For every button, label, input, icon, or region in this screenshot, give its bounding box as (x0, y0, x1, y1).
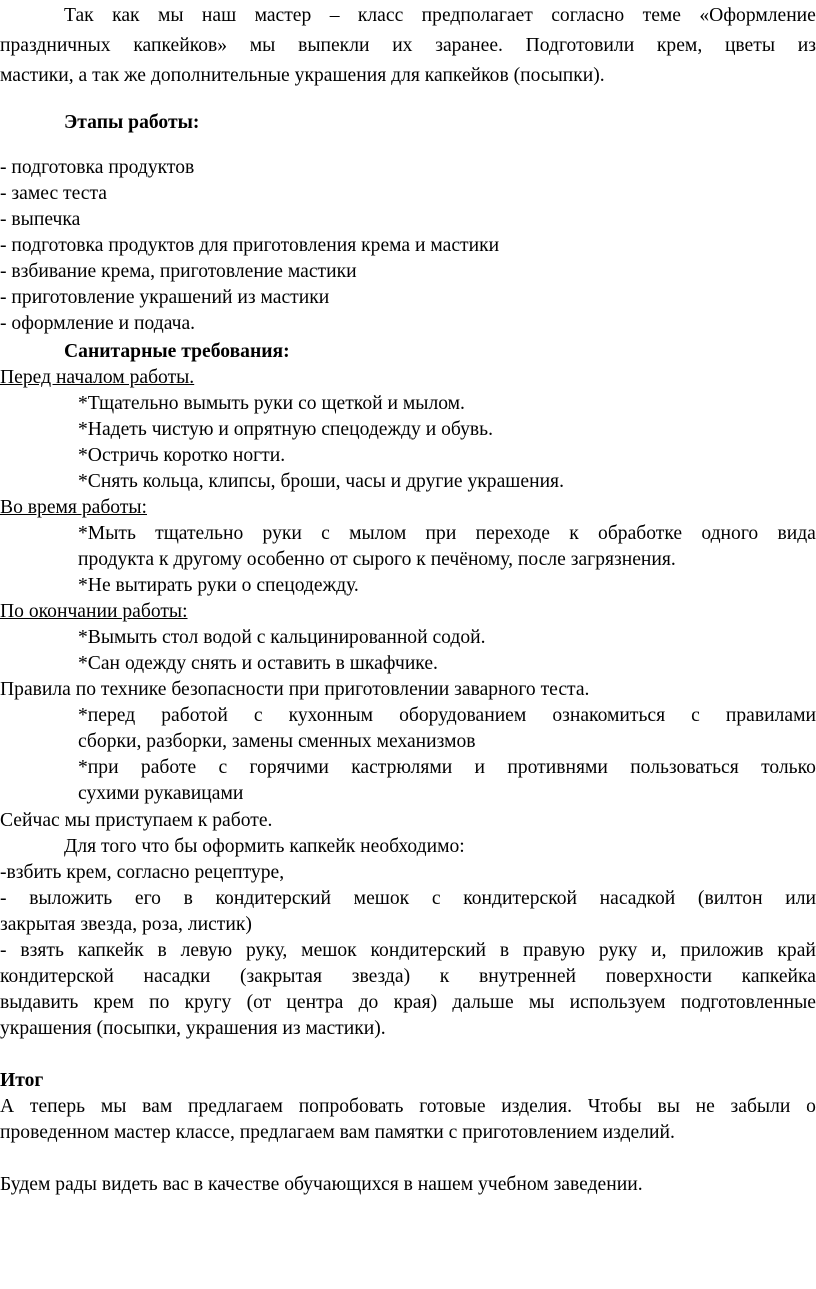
word: капкейков» (133, 35, 228, 56)
word: с (691, 705, 700, 726)
stage-item: - подготовка продуктов для приготовления крема и мастики (0, 235, 500, 256)
safety-item-2-line-2: сухими рукавицами (78, 783, 244, 804)
word: противнями (507, 757, 608, 778)
word: взять (20, 940, 64, 961)
word: наш (201, 5, 237, 26)
summary-paragraph-2: Будем рады видеть вас в качестве обучающихся в нашем учебном заведении. (0, 1174, 643, 1195)
word: с (253, 705, 263, 726)
work-step-3-line-3 (0, 990, 816, 1016)
word: край (777, 940, 816, 961)
word: до (358, 992, 379, 1013)
word: внутренней (479, 966, 577, 987)
work-lead: Для того что бы оформить капкейк необходимо: (64, 836, 465, 857)
word: забыли (730, 1096, 791, 1117)
word: только (761, 757, 816, 778)
safety-title: Правила по технике безопасности при приготовлении заварного теста. (0, 679, 590, 700)
word: при (425, 523, 457, 544)
word: попробовать (298, 1096, 404, 1117)
before-work-item: *Снять кольца, клипсы, броши, часы и другие украшения. (78, 471, 564, 492)
stage-item: - выпечка (0, 209, 81, 230)
word: теме (642, 5, 681, 26)
word: Так (64, 5, 94, 26)
word: кондитерский (215, 888, 332, 909)
word: его (134, 888, 161, 909)
word: насадкой (599, 888, 676, 909)
safety-item-2-line-1 (78, 755, 816, 781)
stage-item: - подготовка продуктов (0, 157, 195, 178)
word: (закрытая (240, 966, 322, 987)
word: мешок (301, 940, 357, 961)
word: вида (777, 523, 816, 544)
work-step-2-line-1 (0, 886, 816, 912)
word: Чтобы (587, 1096, 642, 1117)
word: правую (523, 940, 586, 961)
summary-heading: Итог (0, 1070, 44, 1091)
word: вы (657, 1096, 680, 1117)
word: насадки (143, 966, 211, 987)
word: как (112, 5, 140, 26)
summary-paragraph-1-line-2: проведенном мастер классе, предлагаем вам памятки с приготовлением изделий. (0, 1122, 675, 1143)
word: левую (180, 940, 233, 961)
word: мы (249, 35, 276, 56)
word: с (321, 523, 330, 544)
word: и, (651, 940, 667, 961)
word: крем, (656, 35, 703, 56)
word: в (499, 940, 510, 961)
work-step-1: -взбить крем, согласно рецептуре, (0, 862, 285, 883)
word: работой (161, 705, 228, 726)
word: ознакомиться (552, 705, 666, 726)
word: предполагает (421, 5, 533, 26)
word: центра (286, 992, 344, 1013)
word: крем (93, 992, 134, 1013)
word: капкейк (77, 940, 144, 961)
word: кастрюлями (351, 757, 453, 778)
word: мешок (353, 888, 410, 909)
during-work-item: *Не вытирать руки о спецодежду. (78, 575, 359, 596)
before-work-item: *Надеть чистую и опрятную спецодежду и обувь. (78, 419, 493, 440)
word: подготовленные (680, 992, 816, 1013)
word: заранее. (435, 35, 503, 56)
word: звезда) (351, 966, 411, 987)
word: дальше (452, 992, 514, 1013)
word: - (0, 940, 7, 961)
word: поверхности (605, 966, 712, 987)
work-step-3-line-4: украшения (посыпки, украшения из мастики). (0, 1018, 386, 1039)
word: мы (157, 5, 184, 26)
intro-line-3: мастики, а так же дополнительные украшения для капкейков (посыпки). (0, 65, 605, 86)
word: выложить (29, 888, 113, 909)
word: (от (246, 992, 272, 1013)
word: одного (701, 523, 759, 544)
word: к (439, 966, 450, 987)
work-step-3-line-1 (0, 938, 816, 964)
word: капкейка (741, 966, 816, 987)
word: их (392, 35, 413, 56)
during-work-title: Во время работы: (0, 497, 147, 518)
intro-line-1 (64, 3, 816, 29)
word: *Мыть (78, 523, 136, 544)
word: «Оформление (699, 5, 816, 26)
during-work-item-line-1 (78, 521, 816, 547)
word: праздничных (0, 35, 111, 56)
work-step-2-line-2: закрытая звезда, роза, листик) (0, 914, 252, 935)
sanitary-heading: Санитарные требования: (64, 341, 290, 362)
word: работе (140, 757, 197, 778)
word: руку (598, 940, 638, 961)
stage-item: - взбивание крема, приготовление мастики (0, 261, 357, 282)
word: и (474, 757, 486, 778)
word: мылом (349, 523, 407, 544)
word: мы (528, 992, 555, 1013)
word: вам (142, 1096, 173, 1117)
after-work-item: *Вымыть стол водой с кальцинированной содой. (78, 627, 486, 648)
word: правилами (725, 705, 816, 726)
word: цветы (724, 35, 775, 56)
word: готовые (419, 1096, 486, 1117)
word: не (695, 1096, 715, 1117)
word: кругу (184, 992, 232, 1013)
before-work-item: *Тщательно вымыть руки со щеткой и мылом. (78, 393, 465, 414)
word: с (431, 888, 441, 909)
before-work-title: Перед началом работы. (0, 367, 195, 388)
stage-item: - оформление и подача. (0, 313, 196, 334)
work-step-3-line-2 (0, 964, 816, 990)
stage-item: - приготовление украшений из мастики (0, 287, 330, 308)
word: Подготовили (525, 35, 635, 56)
word: о (806, 1096, 816, 1117)
word: теперь (29, 1096, 86, 1117)
word: края) (393, 992, 438, 1013)
word: выпекли (298, 35, 370, 56)
safety-item-1-line-1 (78, 703, 816, 729)
word: – (329, 5, 340, 26)
safety-item-1-line-2: сборки, разборки, замены сменных механизмов (78, 731, 476, 752)
before-work-item: *Остричь коротко ногти. (78, 445, 286, 466)
word: горячими (249, 757, 329, 778)
word: переходе (475, 523, 550, 544)
word: мастер (254, 5, 312, 26)
after-work-item: *Сан одежду снять и оставить в шкафчике. (78, 653, 438, 674)
word: по (149, 992, 170, 1013)
word: обработке (598, 523, 683, 544)
work-start: Сейчас мы приступаем к работе. (0, 810, 273, 831)
intro-line-2 (0, 33, 816, 59)
word: руку, (246, 940, 288, 961)
word: - (0, 888, 7, 909)
stage-item: - замес теста (0, 183, 107, 204)
word: кондитерский (370, 940, 487, 961)
word: или (785, 888, 816, 909)
word: предлагаем (187, 1096, 283, 1117)
word: тщательно (155, 523, 244, 544)
after-work-title: По окончании работы: (0, 601, 188, 622)
word: согласно (551, 5, 625, 26)
word: пользоваться (630, 757, 739, 778)
during-work-item-line-2: продукта к другому особенно от сырого к печёному, после загрязнения. (78, 549, 676, 570)
word: *при (78, 757, 119, 778)
word: (вилтон (697, 888, 763, 909)
word: руки (262, 523, 302, 544)
word: в (183, 888, 193, 909)
word: кухонным (288, 705, 374, 726)
word: оборудованием (399, 705, 527, 726)
word: *перед (78, 705, 136, 726)
word: с (218, 757, 228, 778)
word: кондитерской (463, 888, 578, 909)
word: используем (569, 992, 666, 1013)
word: А (0, 1096, 15, 1117)
word: изделия. (501, 1096, 572, 1117)
word: выдавить (0, 992, 79, 1013)
summary-paragraph-1-line-1 (0, 1094, 816, 1120)
word: в (157, 940, 167, 961)
word: мы (100, 1096, 127, 1117)
word: из (797, 35, 816, 56)
word: к (569, 523, 579, 544)
word: кондитерской (0, 966, 114, 987)
word: приложив (680, 940, 764, 961)
stages-heading: Этапы работы: (64, 112, 200, 133)
word: класс (357, 5, 404, 26)
